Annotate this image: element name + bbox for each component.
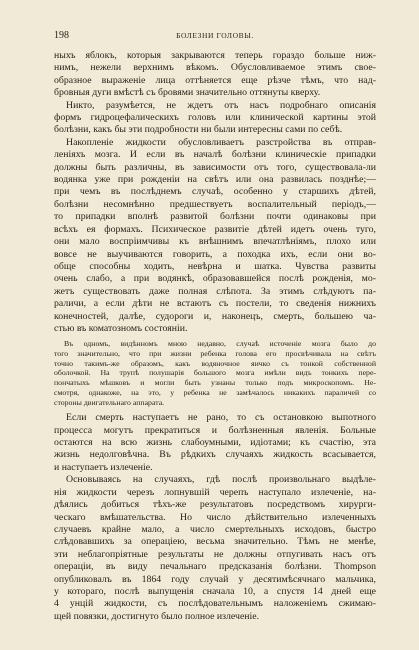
page-header bbox=[54, 30, 376, 46]
text-line: Если смерть наступаетъ не рано, то съ остановкою выпотного bbox=[66, 412, 376, 424]
text-line: ческаго вмѣшательства. Но число дѣйствительно излеченныхъ bbox=[54, 511, 376, 523]
running-title: БОЛЕЗНИ ГОЛОВЫ. bbox=[176, 31, 254, 40]
text-line: опубликовалъ въ 1864 году случай у десятимѣсячнаго мальчика, bbox=[54, 573, 376, 585]
text-line: леніяхъ мозга. И если въ началѣ болѣзни клиническіе припадки bbox=[54, 149, 376, 161]
text-line: очень слабо, а при водянкѣ, образовавшейся послѣ рожденія, мо- bbox=[54, 273, 376, 285]
note-line: точно такимъ-же образомъ, какъ водяночное яичко съ тонкой собственной bbox=[54, 358, 376, 368]
text-line: у котораго, послѣ выпущенія сначала 10, а спустя 14 дней еще bbox=[54, 585, 376, 597]
paragraph bbox=[54, 50, 376, 100]
text-line: образное выраженіе лица оттѣняется еще рѣзче тѣмъ, что над- bbox=[54, 74, 376, 86]
note-line: оболочкой. На трупѣ полушарія большого мозга имѣли видъ тонкихъ пере- bbox=[54, 368, 376, 378]
note-line: того значительно, что при жизни ребенка голова его просвѣчивала на свѣтъ bbox=[54, 349, 376, 359]
paragraph bbox=[54, 474, 376, 623]
text-line: вовсе не выучиваются говорить, а походка ихъ, если они во- bbox=[54, 248, 376, 260]
text-line: стью въ коматозномъ состояніи. bbox=[54, 322, 188, 334]
text-line: они мало воспріимчивы къ внѣшнимъ впечатлѣніямъ, плохо или bbox=[54, 236, 376, 248]
text-line: дѣялись добиться тѣхъ-же результатовъ посредствомъ хирурги- bbox=[54, 499, 376, 511]
note-line: пончатыхъ мѣшковъ и могли быть узнаны только подъ микроскопомъ. Не- bbox=[54, 378, 376, 388]
text-line: раличи, а если дѣти не встаютъ съ постели, то сведенія нижнихъ bbox=[54, 298, 376, 310]
paragraph bbox=[54, 412, 376, 474]
text-line: должны быть различны, въ зависимости отъ того, существовала-ли bbox=[54, 161, 376, 173]
text-line: нія жидкости черезъ лопнувшій черепъ наступало излеченіе, на- bbox=[54, 486, 376, 498]
text-line: бровныя дуги вмѣстѣ съ бровями значительно оттянуты кверху. bbox=[54, 87, 321, 99]
text-line: нимъ, нежели верхнимъ вѣкомъ. Обусловливаемое этимъ свое- bbox=[54, 62, 376, 74]
text-line: остаются на всю жизнь слабоумными, идіотами; къ счастію, эта bbox=[54, 437, 376, 449]
text-line: Основываясь на случаяхъ, гдѣ послѣ произвольнаго выдѣле- bbox=[66, 474, 376, 486]
small-print-note bbox=[54, 339, 376, 407]
text-line: 4 унцій жидкости, съ послѣдовательнымъ наложеніемъ сжимаю- bbox=[54, 598, 376, 610]
text-line: болѣзни несомнѣнно предшествуетъ воспалительный періодъ,— bbox=[54, 198, 376, 210]
text-line: жетъ существовать даже полная слѣпота. За этимъ слѣдуютъ па- bbox=[54, 285, 376, 297]
note-line: стороны двигательнаго аппарата. bbox=[54, 397, 165, 407]
paragraph bbox=[54, 100, 376, 137]
text-line: случаевъ крайне мало, а число смертельныхъ исходовъ, быстро bbox=[54, 523, 376, 535]
note-line: смотря, однакоже, на это, у ребенка не замѣчалось никакихъ параличей со bbox=[54, 387, 376, 397]
text-line: Никто, разумѣется, не ждетъ отъ насъ подробнаго описанія bbox=[66, 99, 376, 111]
text-line: операціи, въ виду печальнаго предсказанія болѣзни. Thompson bbox=[54, 561, 376, 573]
note-line: Въ одномъ, видѣнномъ мною недавно, случаѣ источеніе мозга было до bbox=[64, 339, 376, 349]
paragraph bbox=[54, 137, 376, 336]
text-line: конечностей, далѣе, судороги и, наконецъ, смерть, большею ча- bbox=[54, 310, 376, 322]
text-line: ныхъ яблокъ, которыя закрываются теперь гораздо больше ниж- bbox=[54, 50, 376, 61]
text-line: эти неблагопріятные результаты не должны отпугивать насъ отъ bbox=[54, 548, 376, 560]
text-line: водянка уже при рожденіи на свѣтъ или она развилась позднѣе;— bbox=[54, 174, 376, 186]
text-line: слѣдовавшихъ за операціею, весьма значительно. Тѣмъ не менѣе, bbox=[54, 536, 376, 548]
text-line: щей повязки, достигнуто было полное излеченіе. bbox=[54, 610, 260, 622]
text-line: то припадки вполнѣ развитой болѣзни почти одинаковы при bbox=[54, 211, 376, 223]
text-line: жизнь недолговѣчна. Въ рѣдкихъ случаяхъ жидкость всасывается, bbox=[54, 449, 376, 461]
text-line: формъ гидроцефалическихъ головъ или клинической картины этой bbox=[54, 112, 376, 124]
page-number: 198 bbox=[54, 30, 69, 41]
text-line: Накопленіе жидкости обусловливаетъ разстройства въ отправ- bbox=[66, 136, 376, 148]
main-text bbox=[54, 50, 376, 623]
text-line: всѣхъ ея формахъ. Психическое развитіе дѣтей идетъ очень туго, bbox=[54, 223, 376, 235]
text-line: и наступаетъ излеченіе. bbox=[54, 461, 153, 473]
text-line: при чемъ въ послѣднемъ случаѣ, особенно у старшихъ дѣтей, bbox=[54, 186, 376, 198]
text-line: процесса могутъ прекратиться и болѣзненныя явленія. Больные bbox=[54, 424, 376, 436]
text-line: обще способны ходить, невѣрна и шатка. Чувства развиты bbox=[54, 260, 376, 272]
text-line: болѣзни, какъ бы эти подробности ни были интересны сами по себѣ. bbox=[54, 124, 343, 136]
